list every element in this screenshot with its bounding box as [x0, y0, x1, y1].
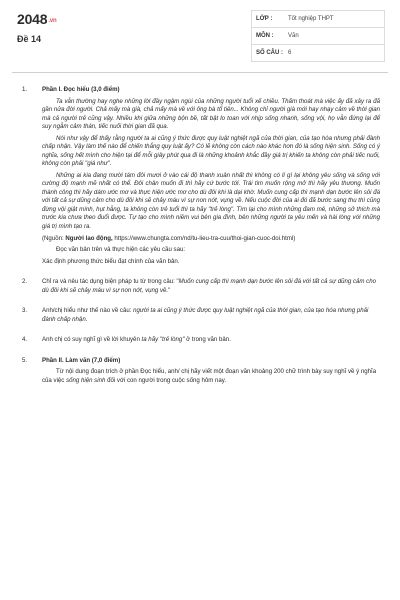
site-logo[interactable] — [17, 11, 56, 27]
section-heading: Phần I. Đọc hiểu (3,0 điểm) — [42, 86, 120, 93]
source-prefix: (Nguồn: — [42, 234, 66, 242]
passage-paragraph: Những ai kia đang mười tám đôi mươi ở vào cái độ thanh xuân nhất thì không có lí gì lại không yêu sống và sống với cường độ mạnh mẽ nhất có thể. Đôi chân muốn đi thì hãy cứ bước tới. Trái tim muốn rộng mở thì hãy yêu thương. Muốn thành công thì hãy dám ước mơ và thực hiện ước mơ cho dù đôi khi là dại khờ. Muốn cung cấp thì mạnh dạn bước lên sôi đá với tất cả sự dũng cảm cho dù đôi khi sẽ chảy máu vì sự non nớt, vụng về. Nếu cuộc đời của ai đó đã bước sang thu thì cũng đừng vội giật mình, hụt hẫng, ta không còn trẻ tuổi thì ta hãy "trẻ lòng". Tìm lại cho mình những đam mê, những sở thích mà trước kia chưa theo đuổi được. Tự tạo cho mình niềm vui bên gia đình, bên những người ta yêu mến và hài lòng với những giá trị mình tạo ra. — [42, 171, 380, 230]
page-header — [0, 0, 400, 70]
logo-text: 2048 — [17, 11, 48, 27]
question-4 — [22, 336, 380, 345]
question-text-end: đối với con người trong cuộc sống hôm nay. — [105, 376, 227, 384]
meta-value: Tốt nghiệp THPT — [288, 16, 334, 22]
question-number: 4. — [22, 336, 28, 344]
question-3 — [22, 307, 380, 324]
source-citation — [42, 235, 380, 244]
question-body — [42, 368, 380, 385]
exam-meta-table — [251, 10, 385, 62]
meta-value: 6 — [288, 50, 292, 56]
meta-key: LỚP : — [256, 16, 273, 22]
source-label: Người lao động, — [65, 234, 113, 242]
passage-paragraph: Nói như vậy để thấy rằng người ta ai cũng ý thức được quy luật nghiệt ngã của thời gian, của tạo hóa nhưng phải đành chấp nhận. Vậy làm thế nào để chiến thắng quy luật ấy? Có lẽ không còn cách nào khác hơn đó là sống hiện sinh. Sống có ý nghĩa, sống hết mình cho hiện tại để mỗi giây phút qua đi là những khoảnh khắc đầy giá trị khiến ta không còn phải tiếc nuối, không còn phải "giá như". — [42, 134, 380, 168]
question-text-end: ở trong văn bản. — [184, 336, 231, 344]
question-number: 3. — [22, 307, 28, 315]
meta-row-class — [252, 11, 384, 28]
question-task: Xác định phương thức biểu đạt chính của văn bản. — [42, 257, 180, 265]
question-number: 5. — [22, 356, 28, 364]
exam-code: Đề 14 — [17, 34, 42, 44]
question-text: Từ nội dung đoạn trích ở phần Đọc hiểu, anh/ chị hãy viết một đoạn văn khoảng 200 chữ trình bày suy nghĩ về ý nghĩa của việc — [42, 368, 377, 384]
question-5 — [22, 357, 380, 386]
question-1 — [22, 86, 380, 266]
question-text-end: " — [168, 286, 171, 294]
question-number: 2. — [22, 278, 28, 286]
question-quote: người ta ai cũng ý thức được quy luật nghiệt ngã của thời gian, của tạo hóa nhưng phải đành chấp nhận. — [42, 307, 369, 323]
meta-value: Văn — [288, 33, 299, 39]
section-heading: Phần II. Làm văn (7,0 điểm) — [42, 356, 121, 364]
question-number: 1. — [22, 86, 28, 93]
question-text: Chỉ ra và nêu tác dụng biện pháp tu từ trong câu: " — [42, 278, 179, 286]
question-text: Anh chị có suy nghĩ gì về lời khuyên — [42, 336, 142, 344]
instruction: Đọc văn bản trên và thực hiện các yêu cầu sau: — [56, 246, 186, 254]
question-quote: sống hiện sinh — [66, 376, 106, 384]
meta-key: SỐ CÂU : — [256, 50, 283, 56]
source-url: https://www.chungta.com/nd/tu-lieu-tra-cuu/thoi-gian-cuoc-doi.html) — [114, 234, 296, 242]
header-divider — [12, 72, 388, 73]
question-quote: Muốn cung cấp thì mạnh dạn bước lên sôi đá với tất cả sự dũng cảm cho dù đôi khi sẽ chảy máu vì sự non nớt, vụng về. — [42, 278, 377, 294]
question-quote: ta hãy "trẻ lòng" — [141, 336, 185, 344]
question-2 — [22, 278, 380, 295]
meta-row-count — [252, 45, 384, 61]
logo-suffix: .vn — [48, 18, 57, 24]
exam-content — [22, 86, 380, 397]
question-text: Anh/chị hiểu như thế nào về câu: — [42, 307, 134, 315]
passage-paragraph: Ta vẫn thường hay nghe những lời đầy ngậm ngùi của những người tuổi xế chiều. Thấm thoát mà việc ấy đã xảy ra đã gần nửa đời người. Chả mấy mà già, chả mấy mà về với ông bà tổ tiên... Không chỉ người già mới hay nhạy cảm về thời gian mà cả người trẻ cũng vậy. Nhiều khi giữa những bộn bề, tất bật lo toan với nhịp sống nhanh, sống vội, họ vẫn đứng lại để suy ngẫm cảm thán, tiếc nuối thời gian đã qua. — [42, 97, 380, 131]
meta-row-subject — [252, 28, 384, 45]
meta-key: MÔN : — [256, 33, 274, 39]
